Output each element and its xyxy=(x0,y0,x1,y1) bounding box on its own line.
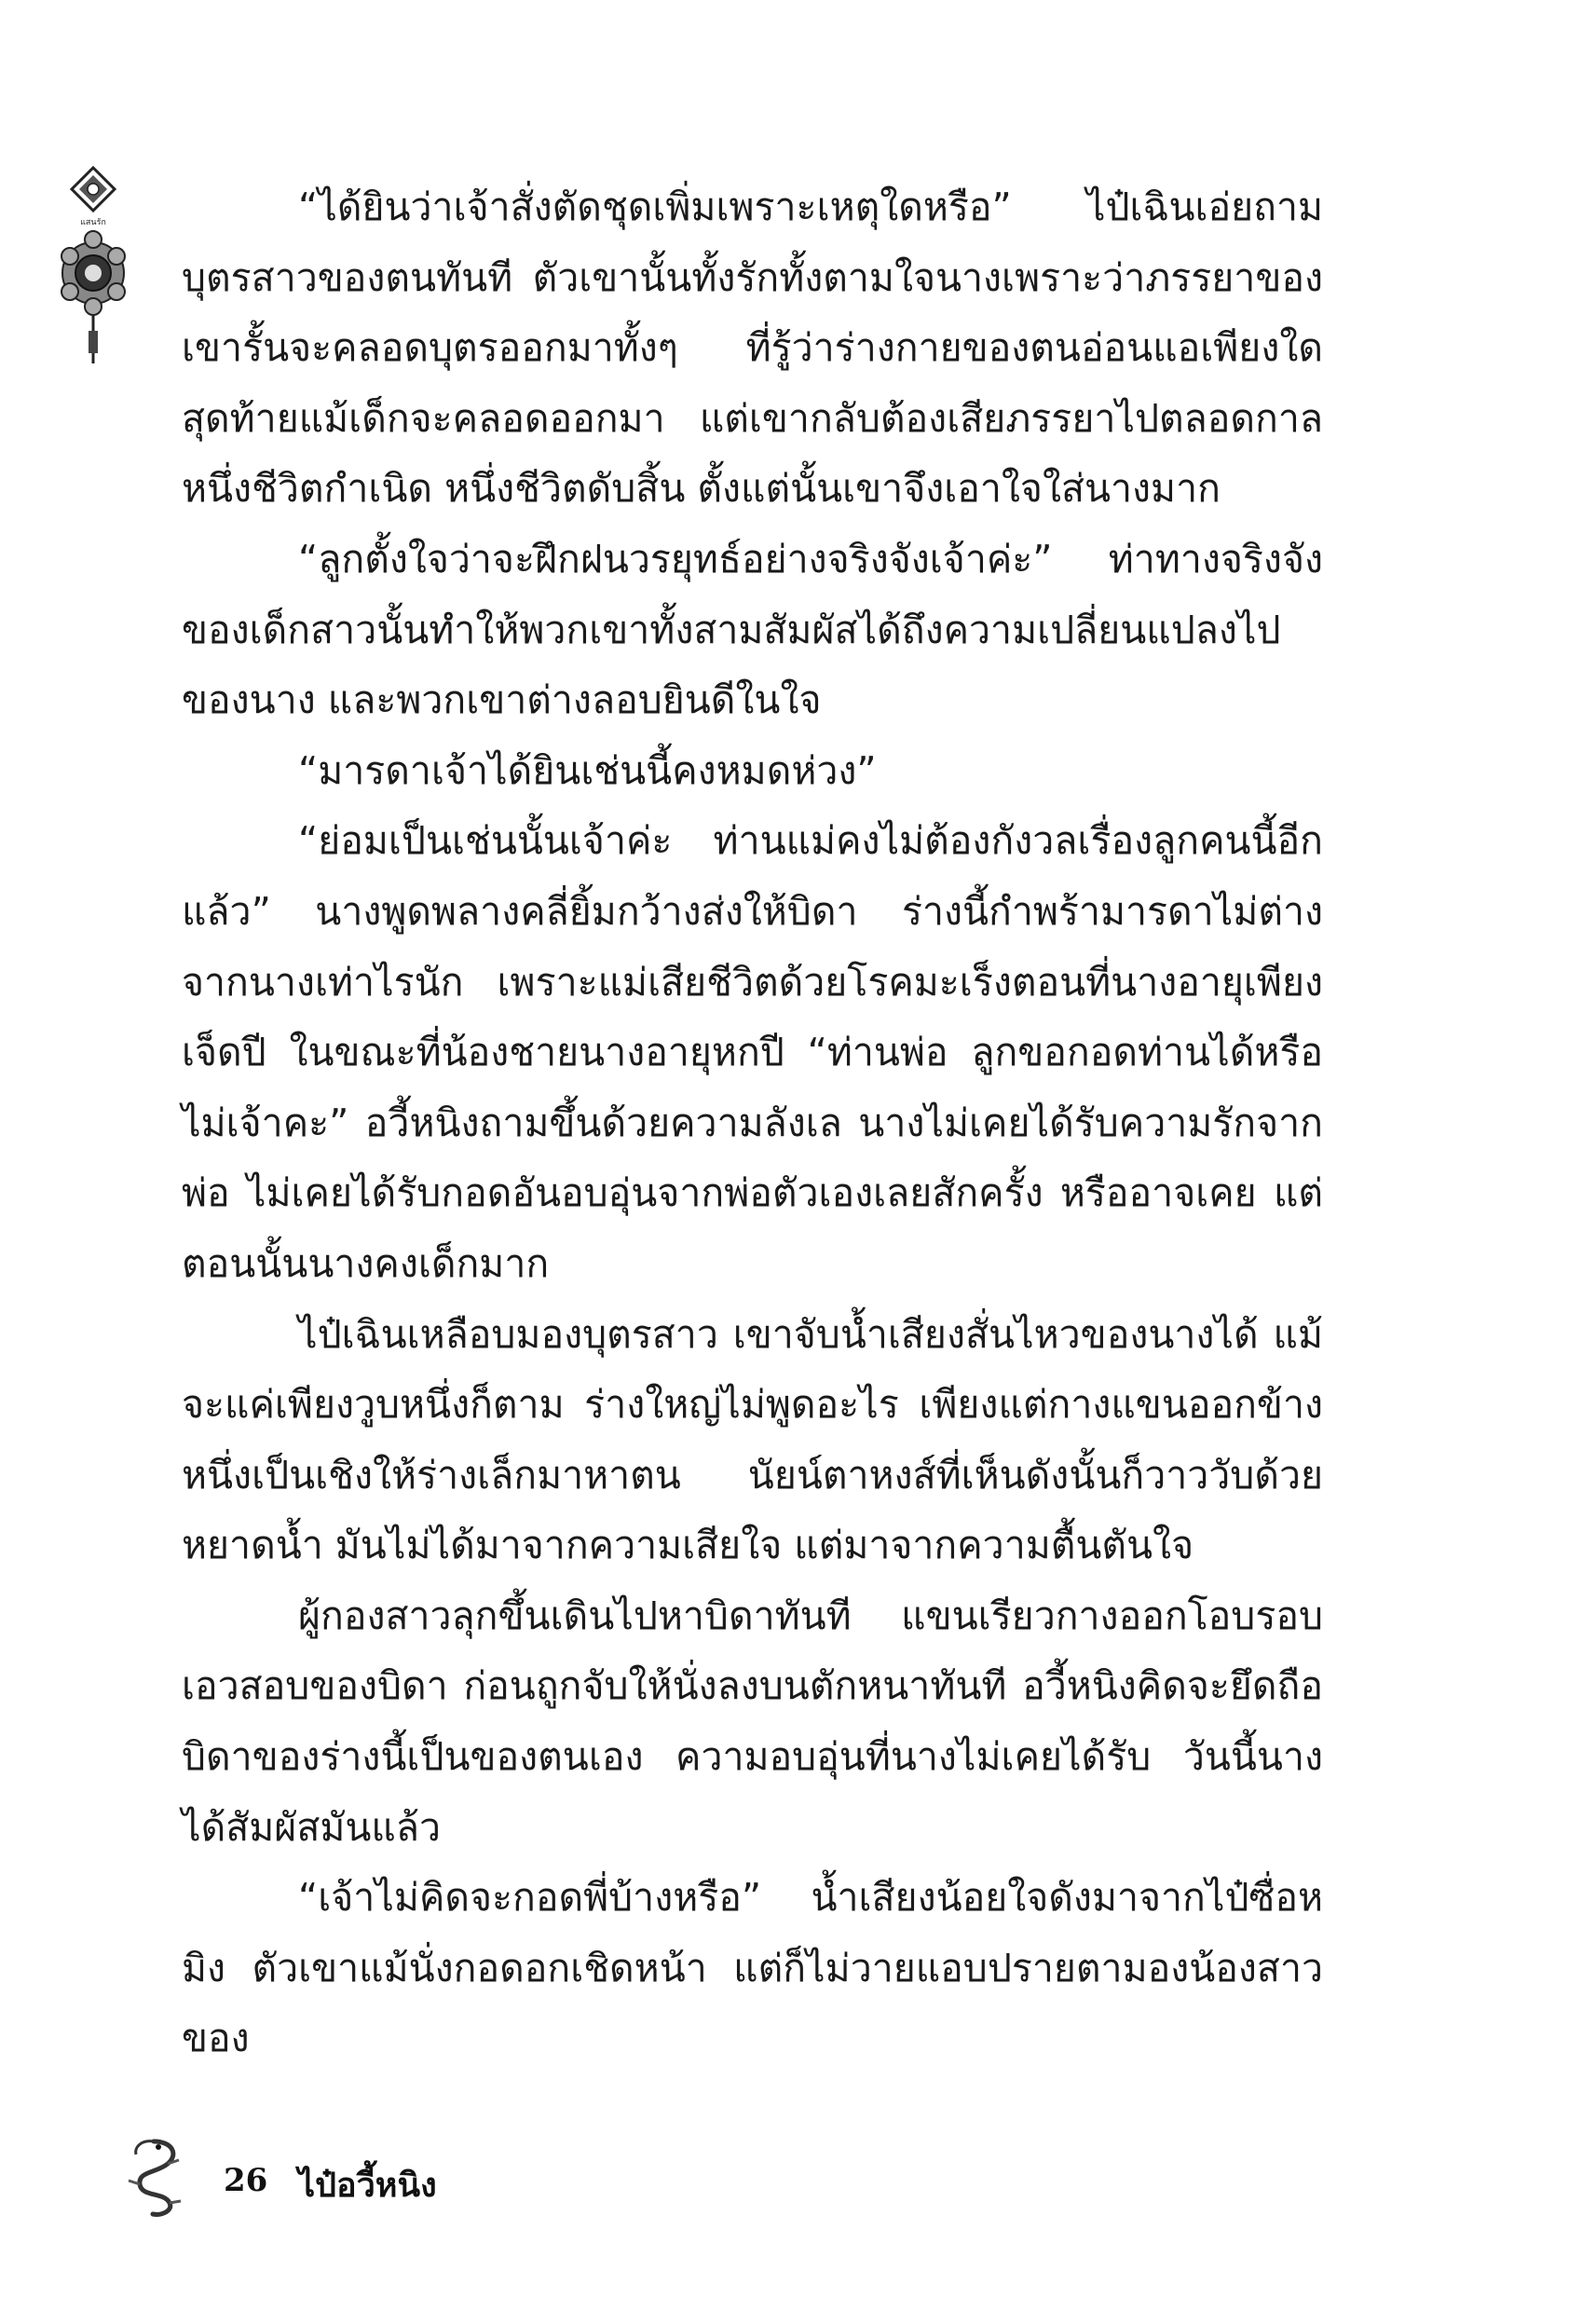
ornament-label: แสนรัก xyxy=(80,218,106,227)
paragraph: ไป๋เฉินเหลือบมองบุตรสาว เขาจับน้ำเสียงสั่นไหวของนางได้ แม้จะแค่เพียงวูบหนึ่งก็ตาม ร่างใหญ่ไม่พูดอะไร เพียงแต่กางแขนออกข้างหนึ่งเป็นเชิงให้ร่างเล็กมาหาตน นัยน์ตาหงส์ที่เห็นดังนั้นก็วาววับด้วยหยาดน้ำ มันไม่ได้มาจากความเสียใจ แต่มาจากความตื้นตันใจ xyxy=(182,1311,1323,1568)
paragraph: “เจ้าไม่คิดจะกอดพี่บ้างหรือ” น้ำเสียงน้อยใจดังมาจากไป๋ซื่อหมิง ตัวเขาแม้นั่งกอดอกเชิดหน้า แต่ก็ไม่วายแอบปรายตามองน้องสาวของ xyxy=(182,1875,1323,2061)
page-number: 26 xyxy=(224,2162,268,2199)
paragraph: ผู้กองสาวลุกขึ้นเดินไปหาบิดาทันที แขนเรียวกางออกโอบรอบเอวสอบของบิดา ก่อนถูกจับให้นั่งลงบนตักหนาทันที อวี้หนิงคิดจะยึดถือบิดาของร่างนี้เป็นของตนเอง ความอบอุ่นที่นางไม่เคยได้รับ วันนี้นางได้สัมผัสมันแล้ว xyxy=(182,1593,1323,1850)
corner-ornament xyxy=(51,163,135,368)
dragon-icon xyxy=(121,2134,186,2218)
paragraph: “มารดาเจ้าได้ยินเช่นนี้คงหมดห่วง” xyxy=(298,747,877,793)
body-text xyxy=(182,172,1323,2074)
page-footer xyxy=(121,2134,773,2218)
paragraph: “ย่อมเป็นเช่นนั้นเจ้าค่ะ ท่านแม่คงไม่ต้องกังวลเรื่องลูกคนนี้อีกแล้ว” นางพูดพลางคลี่ยิ้มกว้างส่งให้บิดา ร่างนี้กำพร้ามารดาไม่ต่างจากนางเท่าไรนัก เพราะแม่เสียชีวิตด้วยโรคมะเร็งตอนที่นางอายุเพียงเจ็ดปี ในขณะที่น้องชายนางอายุหกปี “ท่านพ่อ ลูกขอกอดท่านได้หรือไม่เจ้าคะ” อวี้หนิงถามขึ้นด้วยความลังเล นางไม่เคยได้รับความรักจากพ่อ ไม่เคยได้รับกอดอันอบอุ่นจากพ่อตัวเองเลยสักครั้ง หรืออาจเคย แต่ตอนนั้นนางคงเด็กมาก xyxy=(182,818,1323,1286)
paragraph: “ได้ยินว่าเจ้าสั่งตัดชุดเพิ่มเพราะเหตุใดหรือ” ไป๋เฉินเอ่ยถามบุตรสาวของตนทันที ตัวเขานั้นทั้งรักทั้งตามใจนางเพราะว่าภรรยาของเขารั้นจะคลอดบุตรออกมาทั้งๆ ที่รู้ว่าร่างกายของตนอ่อนแอเพียงใด สุดท้ายแม้เด็กจะคลอดออกมา แต่เขากลับต้องเสียภรรยาไปตลอดกาล หนึ่งชีวิตกำเนิด หนึ่งชีวิตดับสิ้น ตั้งแต่นั้นเขาจึงเอาใจใส่นางมาก xyxy=(182,185,1323,512)
book-title: ไป๋อวี้หนิง xyxy=(298,2166,437,2205)
paragraph: “ลูกตั้งใจว่าจะฝึกฝนวรยุทธ์อย่างจริงจังเจ้าค่ะ” ท่าทางจริงจังของเด็กสาวนั้นทำให้พวกเขาทั้งสามสัมผัสได้ถึงความเปลี่ยนแปลงไปของนาง และพวกเขาต่างลอบยินดีในใจ xyxy=(182,536,1323,723)
ornament-icon xyxy=(51,163,135,368)
